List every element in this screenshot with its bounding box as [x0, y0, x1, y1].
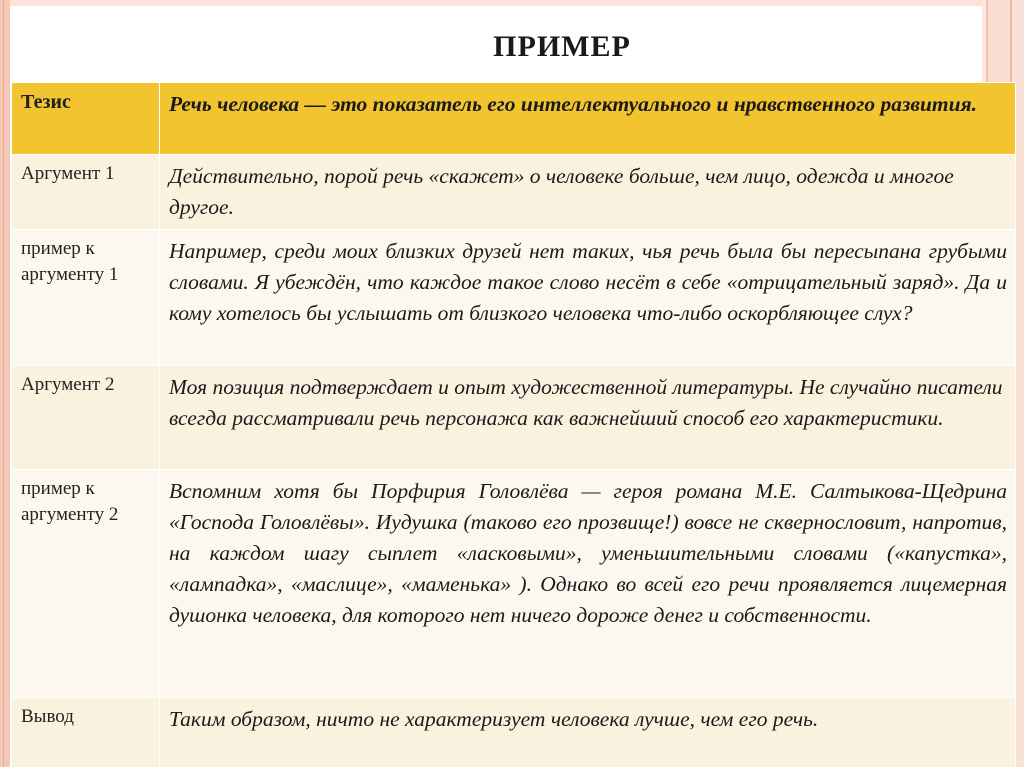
row-label-cell [12, 366, 160, 470]
left-border-decoration [0, 0, 10, 767]
slide-title: ПРИМЕР [493, 30, 631, 63]
row-text: Таким образом, ничто не характеризует человека лучше, чем его речь. [169, 707, 819, 731]
row-label-cell [12, 155, 160, 230]
table-row-example-2 [12, 470, 1016, 698]
row-content-cell [160, 83, 1016, 155]
row-content-cell [160, 230, 1016, 366]
row-text: Например, среди моих близких друзей нет таких, чья речь была бы пересыпана грубыми словами. Я убеждён, что каждое такое слово несёт в себе «отрицательный заряд». Да и кому хотелось бы услышать от близкого человека что-либо оскорбляющее слух? [169, 239, 1007, 325]
row-label-cell [12, 230, 160, 366]
table-row-thesis [12, 83, 1016, 155]
table-row-example-1 [12, 230, 1016, 366]
row-label: Вывод [21, 706, 74, 727]
top-border-decoration [10, 0, 982, 6]
row-label: пример к аргументу 1 [21, 238, 119, 285]
row-label: пример к аргументу 2 [21, 478, 119, 525]
row-content-cell [160, 470, 1016, 698]
table-row-conclusion [12, 698, 1016, 768]
row-content-cell [160, 698, 1016, 768]
row-label: Аргумент 2 [21, 374, 115, 395]
table-row-argument-2 [12, 366, 1016, 470]
row-label-cell [12, 470, 160, 698]
row-text: Моя позиция подтверждает и опыт художественной литературы. Не случайно писатели всегда рассматривали речь персонажа как важнейший способ его характеристики. [169, 375, 1003, 430]
table-row-argument-1 [12, 155, 1016, 230]
row-label-cell [12, 698, 160, 768]
row-label: Аргумент 1 [21, 163, 115, 184]
row-text: Действительно, порой речь «скажет» о человеке больше, чем лицо, одежда и многое другое. [169, 164, 954, 219]
row-label-cell [12, 83, 160, 155]
row-content-cell [160, 366, 1016, 470]
argument-table [11, 82, 1016, 768]
row-label: Тезис [21, 91, 71, 113]
row-content-cell [160, 155, 1016, 230]
row-text: Вспомним хотя бы Порфирия Головлёва — героя романа М.Е. Салтыкова-Щедрина «Господа Головлёвы». Иудушка (таково его прозвище!) вовсе не сквернословит, напротив, на каждом шагу сыплет «ласковыми», уменьшительными словами («капустка», «лампадка», «маслице», «маменька» ). Однако во всей его речи проявляется лицемерная душонка человека, для которого нет ничего дороже денег и собственности. [169, 479, 1007, 627]
row-text: Речь человека — это показатель его интеллектуального и нравственного развития. [169, 92, 978, 116]
